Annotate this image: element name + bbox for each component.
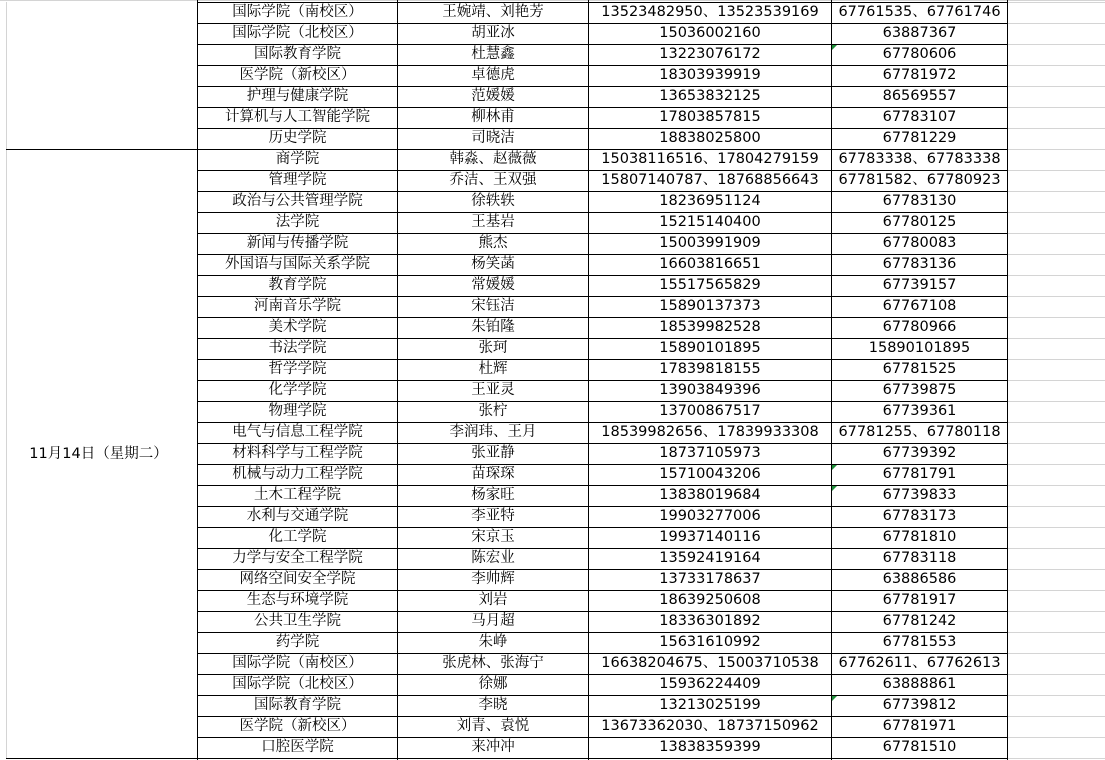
mobile-cell[interactable]: 13903849396: [659, 382, 761, 398]
contact-name-cell[interactable]: 张柠: [478, 403, 508, 419]
college-cell[interactable]: 国际教育学院: [254, 46, 341, 62]
grid-line: [0, 0, 1105, 1]
grid-line: [1007, 170, 1105, 171]
contact-name-cell[interactable]: 范媛媛: [471, 88, 515, 104]
grid-line: [1007, 44, 1105, 45]
grid-line: [1007, 65, 1105, 66]
college-cell[interactable]: 生态与环境学院: [246, 592, 349, 608]
contact-name-cell[interactable]: 朱铂隆: [471, 319, 515, 335]
contact-name-cell[interactable]: 乔洁、王双强: [449, 172, 537, 188]
mobile-cell[interactable]: 13523482950、13523539169: [601, 4, 819, 20]
grid-line: [1007, 128, 1105, 129]
contact-name-cell[interactable]: 杜慧鑫: [471, 46, 515, 62]
mobile-cell[interactable]: 13592419164: [659, 550, 761, 566]
office-phone-cell[interactable]: 67781525: [882, 361, 957, 377]
grid-line: [1007, 107, 1105, 108]
mobile-cell[interactable]: 18303939919: [659, 67, 761, 83]
office-phone-cell[interactable]: 86569557: [882, 88, 957, 104]
cell-comment-flag-icon: [832, 465, 837, 470]
contact-name-cell[interactable]: 李晓: [478, 697, 508, 713]
grid-line: [1007, 422, 1105, 423]
contact-name-cell[interactable]: 徐娜: [478, 676, 508, 692]
office-phone-cell[interactable]: 67781917: [882, 592, 957, 608]
contact-name-cell[interactable]: 刘岩: [478, 592, 508, 608]
college-cell[interactable]: 化学学院: [268, 382, 327, 398]
contact-name-cell[interactable]: 胡亚冰: [471, 25, 515, 41]
mobile-cell[interactable]: 15710043206: [659, 466, 761, 482]
mobile-cell[interactable]: 15215140400: [659, 214, 761, 230]
office-phone-cell[interactable]: 67761535、67761746: [838, 4, 1001, 20]
college-cell[interactable]: 河南音乐学院: [254, 298, 341, 314]
office-phone-cell[interactable]: 67783338、67783338: [838, 151, 1001, 167]
mobile-cell[interactable]: 16603816651: [659, 256, 761, 272]
contact-name-cell[interactable]: 王亚灵: [471, 382, 515, 398]
contact-name-cell[interactable]: 朱峥: [478, 634, 508, 650]
mobile-cell[interactable]: 17803857815: [659, 109, 761, 125]
office-phone-cell[interactable]: 67781553: [882, 634, 957, 650]
office-phone-cell[interactable]: 67783173: [882, 508, 957, 524]
grid-line: [1007, 737, 1105, 738]
cell-border: [6, 149, 197, 150]
contact-name-cell[interactable]: 王婉靖、刘艳芳: [442, 4, 544, 20]
college-cell[interactable]: 医学院（新校区）: [239, 718, 356, 734]
cell-border: [197, 758, 1007, 759]
mobile-cell[interactable]: 13653832125: [659, 88, 761, 104]
college-cell[interactable]: 管理学院: [268, 172, 327, 188]
contact-name-cell[interactable]: 李帅辉: [471, 571, 515, 587]
grid-line: [1007, 212, 1105, 213]
contact-name-cell[interactable]: 柳林甫: [471, 109, 515, 125]
college-cell[interactable]: 国际学院（北校区）: [232, 25, 363, 41]
grid-line: [1007, 506, 1105, 507]
office-phone-cell[interactable]: 67781510: [882, 739, 957, 755]
mobile-cell[interactable]: 13733178637: [659, 571, 761, 587]
college-cell[interactable]: 书法学院: [268, 340, 327, 356]
college-cell[interactable]: 力学与安全工程学院: [232, 550, 363, 566]
contact-name-cell[interactable]: 李润玮、王月: [449, 424, 537, 440]
contact-name-cell[interactable]: 张亚静: [471, 445, 515, 461]
grid-line: [1007, 485, 1105, 486]
contact-name-cell[interactable]: 李亚特: [471, 508, 515, 524]
office-phone-cell[interactable]: 63887367: [882, 25, 957, 41]
office-phone-cell[interactable]: 67780606: [882, 46, 957, 62]
college-cell[interactable]: 土木工程学院: [254, 487, 341, 503]
college-cell[interactable]: 水利与交通学院: [246, 508, 349, 524]
college-cell[interactable]: 药学院: [275, 634, 320, 650]
mobile-cell[interactable]: 13673362030、18737150962: [601, 718, 819, 734]
grid-line: [1007, 296, 1105, 297]
grid-line: [1007, 464, 1105, 465]
office-phone-cell[interactable]: 67781582、67780923: [838, 172, 1001, 188]
grid-line: [1007, 527, 1105, 528]
contact-name-cell[interactable]: 陈宏业: [471, 550, 515, 566]
college-cell[interactable]: 教育学院: [268, 277, 327, 293]
contact-name-cell[interactable]: 熊杰: [478, 235, 508, 251]
contact-name-cell[interactable]: 宋京玉: [471, 529, 515, 545]
mobile-cell[interactable]: 19903277006: [659, 508, 761, 524]
grid-line: [1007, 380, 1105, 381]
mobile-cell[interactable]: 13838359399: [659, 739, 761, 755]
office-phone-cell[interactable]: 67783130: [882, 193, 957, 209]
grid-line: [1007, 149, 1105, 150]
college-cell[interactable]: 机械与动力工程学院: [232, 466, 363, 482]
college-cell[interactable]: 政治与公共管理学院: [232, 193, 363, 209]
college-cell[interactable]: 化工学院: [268, 529, 327, 545]
college-cell[interactable]: 新闻与传播学院: [246, 235, 349, 251]
contact-name-cell[interactable]: 苗琛琛: [471, 466, 515, 482]
mobile-cell[interactable]: 15517565829: [659, 277, 761, 293]
office-phone-cell[interactable]: 67783136: [882, 256, 957, 272]
grid-line: [6, 2, 7, 758]
office-phone-cell[interactable]: 67781972: [882, 67, 957, 83]
office-phone-cell[interactable]: 67781810: [882, 529, 957, 545]
office-phone-cell[interactable]: 67739157: [882, 277, 957, 293]
cell-border: [6, 758, 197, 759]
cell-comment-flag-icon: [832, 45, 837, 50]
mobile-cell[interactable]: 18838025800: [659, 130, 761, 146]
college-cell[interactable]: 公共卫生学院: [254, 613, 341, 629]
mobile-cell[interactable]: 18336301892: [659, 613, 761, 629]
grid-line: [1007, 233, 1105, 234]
mobile-cell[interactable]: 16638204675、15003710538: [601, 655, 819, 671]
mobile-cell[interactable]: 15038116516、17804279159: [601, 151, 819, 167]
mobile-cell[interactable]: 15036002160: [659, 25, 761, 41]
college-cell[interactable]: 计算机与人工智能学院: [225, 109, 370, 125]
grid-line: [1007, 758, 1105, 759]
grid-line: [1007, 443, 1105, 444]
contact-name-cell[interactable]: 常媛媛: [471, 277, 515, 293]
contact-name-cell[interactable]: 张虎林、张海宁: [442, 655, 544, 671]
college-cell[interactable]: 电气与信息工程学院: [232, 424, 363, 440]
college-cell[interactable]: 哲学学院: [268, 361, 327, 377]
grid-line: [1007, 317, 1105, 318]
college-cell[interactable]: 国际学院（南校区）: [232, 655, 363, 671]
mobile-cell[interactable]: 17839818155: [659, 361, 761, 377]
college-cell[interactable]: 外国语与国际关系学院: [225, 256, 370, 272]
office-phone-cell[interactable]: 67780966: [882, 319, 957, 335]
mobile-cell[interactable]: 18539982656、17839933308: [601, 424, 819, 440]
contact-name-cell[interactable]: 马月超: [471, 613, 515, 629]
cell-border: [1007, 0, 1008, 760]
college-cell[interactable]: 商学院: [275, 151, 320, 167]
mobile-cell[interactable]: 18539982528: [659, 319, 761, 335]
contact-name-cell[interactable]: 韩淼、赵薇薇: [449, 151, 537, 167]
college-cell[interactable]: 国际学院（北校区）: [232, 676, 363, 692]
office-phone-cell[interactable]: 67739392: [882, 445, 957, 461]
college-cell[interactable]: 护理与健康学院: [246, 88, 349, 104]
college-cell[interactable]: 物理学院: [268, 403, 327, 419]
contact-name-cell[interactable]: 来冲冲: [471, 739, 515, 755]
office-phone-cell[interactable]: 67767108: [882, 298, 957, 314]
contact-name-cell[interactable]: 卓德虎: [471, 67, 515, 83]
office-phone-cell[interactable]: 67781229: [882, 130, 957, 146]
college-cell[interactable]: 国际教育学院: [254, 697, 341, 713]
mobile-cell[interactable]: 15003991909: [659, 235, 761, 251]
office-phone-cell[interactable]: 67739875: [882, 382, 957, 398]
mobile-cell[interactable]: 13223076172: [659, 46, 761, 62]
office-phone-cell[interactable]: 67783118: [882, 550, 957, 566]
office-phone-cell[interactable]: 67781255、67780118: [838, 424, 1001, 440]
contact-name-cell[interactable]: 司晓洁: [471, 130, 515, 146]
mobile-cell[interactable]: 13838019684: [659, 487, 761, 503]
college-cell[interactable]: 法学院: [275, 214, 320, 230]
grid-line: [1007, 254, 1105, 255]
grid-line: [1007, 548, 1105, 549]
office-phone-cell[interactable]: 67780125: [882, 214, 957, 230]
contact-name-cell[interactable]: 王基岩: [471, 214, 515, 230]
mobile-cell[interactable]: 19937140116: [659, 529, 761, 545]
office-phone-cell[interactable]: 67739361: [882, 403, 957, 419]
grid-line: [1007, 632, 1105, 633]
contact-name-cell[interactable]: 杨笑菡: [471, 256, 515, 272]
grid-line: [1007, 590, 1105, 591]
mobile-cell[interactable]: 15890101895: [659, 340, 761, 356]
college-cell[interactable]: 美术学院: [268, 319, 327, 335]
cell-comment-flag-icon: [832, 696, 837, 701]
mobile-cell[interactable]: 13213025199: [659, 697, 761, 713]
grid-line: [1007, 401, 1105, 402]
office-phone-cell[interactable]: 63888861: [882, 676, 957, 692]
office-phone-cell[interactable]: 67781242: [882, 613, 957, 629]
grid-line: [1007, 23, 1105, 24]
college-cell[interactable]: 网络空间安全学院: [239, 571, 356, 587]
grid-line: [1007, 611, 1105, 612]
college-cell[interactable]: 国际学院（南校区）: [232, 4, 363, 20]
contact-name-cell[interactable]: 徐轶轶: [471, 193, 515, 209]
contact-name-cell[interactable]: 张珂: [478, 340, 508, 356]
mobile-cell[interactable]: 15631610992: [659, 634, 761, 650]
grid-line: [1007, 338, 1105, 339]
office-phone-cell[interactable]: 67783107: [882, 109, 957, 125]
office-phone-cell[interactable]: 67739833: [882, 487, 957, 503]
cell-comment-flag-icon: [832, 486, 837, 491]
grid-line: [1007, 569, 1105, 570]
contact-name-cell[interactable]: 宋钰洁: [471, 298, 515, 314]
contact-name-cell[interactable]: 杜辉: [478, 361, 508, 377]
mobile-cell[interactable]: 18236951124: [659, 193, 761, 209]
office-phone-cell[interactable]: 15890101895: [868, 340, 971, 356]
office-phone-cell[interactable]: 67781791: [882, 466, 957, 482]
contact-name-cell[interactable]: 刘青、袁悦: [456, 718, 530, 734]
office-phone-cell[interactable]: 67781971: [882, 718, 957, 734]
grid-line: [1007, 359, 1105, 360]
mobile-cell[interactable]: 13700867517: [659, 403, 761, 419]
mobile-cell[interactable]: 15936224409: [659, 676, 761, 692]
mobile-cell[interactable]: 15807140787、18768856643: [601, 172, 819, 188]
college-cell[interactable]: 口腔医学院: [261, 739, 334, 755]
merged-date-cell[interactable]: 11月14日（星期二）: [29, 446, 168, 462]
college-cell[interactable]: 材料科学与工程学院: [232, 445, 363, 461]
mobile-cell[interactable]: 15890137373: [659, 298, 761, 314]
grid-line: [1007, 86, 1105, 87]
grid-line: [1007, 674, 1105, 675]
grid-line: [1007, 653, 1105, 654]
college-cell[interactable]: 医学院（新校区）: [239, 67, 356, 83]
office-phone-cell[interactable]: 63886586: [882, 571, 957, 587]
office-phone-cell[interactable]: 67762611、67762613: [838, 655, 1001, 671]
mobile-cell[interactable]: 18737105973: [659, 445, 761, 461]
grid-line: [1007, 695, 1105, 696]
grid-line: [1007, 275, 1105, 276]
mobile-cell[interactable]: 18639250608: [659, 592, 761, 608]
office-phone-cell[interactable]: 67739812: [882, 697, 957, 713]
grid-line: [1007, 2, 1105, 3]
grid-line: [1007, 191, 1105, 192]
contact-name-cell[interactable]: 杨家旺: [471, 487, 515, 503]
college-cell[interactable]: 历史学院: [268, 130, 327, 146]
grid-line: [1007, 716, 1105, 717]
office-phone-cell[interactable]: 67780083: [882, 235, 957, 251]
